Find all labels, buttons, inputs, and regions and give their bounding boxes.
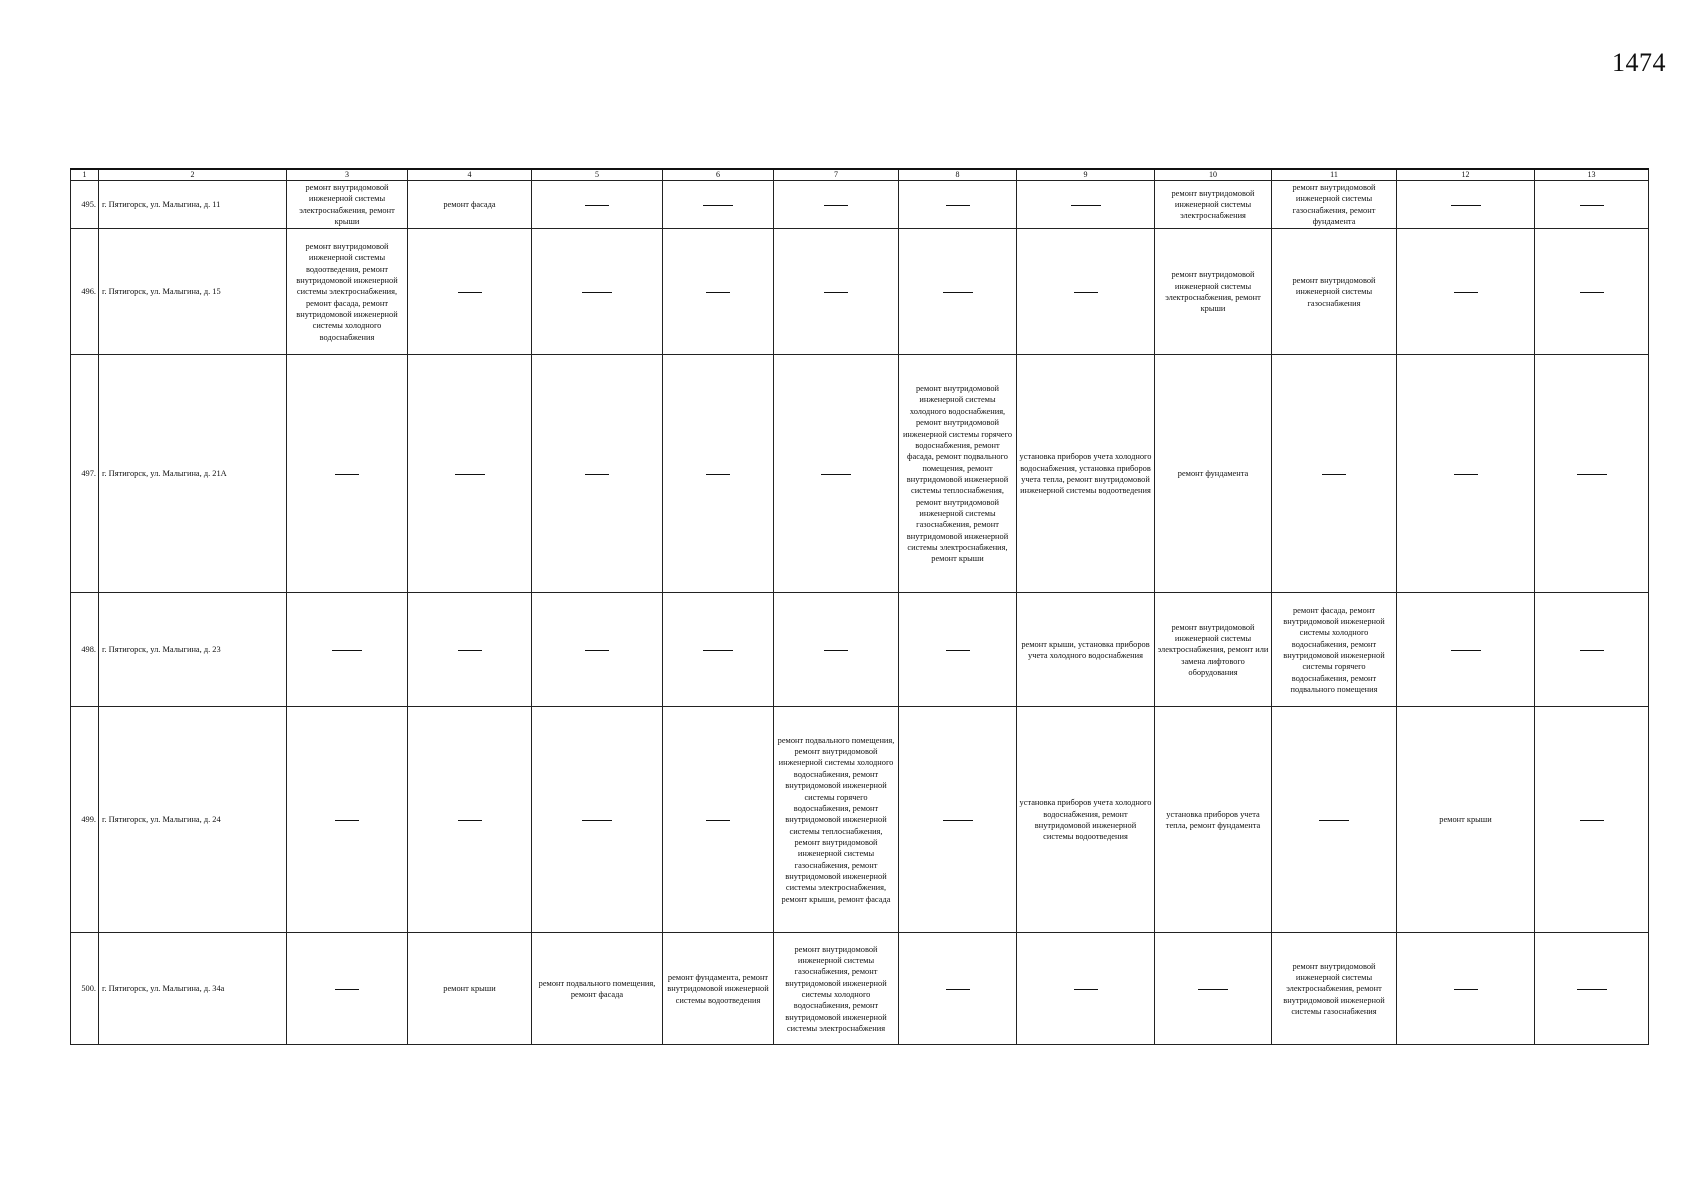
dash-mark (946, 205, 970, 206)
dash-mark (458, 820, 482, 821)
empty-dash-cell (532, 229, 663, 355)
dash-mark (1071, 205, 1101, 206)
work-description-cell: установка приборов учета тепла, ремонт фундамента (1155, 707, 1272, 933)
empty-dash-cell (1397, 181, 1535, 229)
dash-mark (1454, 292, 1478, 293)
empty-dash-cell (1535, 593, 1649, 707)
work-description-cell: установка приборов учета холодного водоснабжения, ремонт внутридомовой инженерной системы водоотведения (1017, 707, 1155, 933)
dash-mark (1451, 650, 1481, 651)
dash-mark (458, 650, 482, 651)
column-header-5: 5 (532, 169, 663, 181)
work-description-cell: ремонт фундамента (1155, 355, 1272, 593)
work-description-cell: ремонт фасада (408, 181, 532, 229)
page-number: 1474 (1612, 48, 1666, 77)
work-description-cell: ремонт внутридомовой инженерной системы электроснабжения, ремонт или замена лифтового оборудования (1155, 593, 1272, 707)
work-description-cell: ремонт внутридомовой инженерной системы газоснабжения (1272, 229, 1397, 355)
dash-mark (946, 989, 970, 990)
table-row (71, 707, 1649, 933)
row-number: 496. (71, 229, 99, 355)
empty-dash-cell (408, 593, 532, 707)
empty-dash-cell (899, 181, 1017, 229)
table-row (71, 355, 1649, 593)
dash-mark (582, 820, 612, 821)
dash-mark (1454, 989, 1478, 990)
dash-mark (703, 650, 733, 651)
table-body (71, 181, 1649, 1045)
column-header-12: 12 (1397, 169, 1535, 181)
empty-dash-cell (1535, 707, 1649, 933)
empty-dash-cell (663, 229, 774, 355)
empty-dash-cell (663, 593, 774, 707)
empty-dash-cell (1017, 933, 1155, 1045)
dash-mark (1580, 820, 1604, 821)
address-cell: г. Пятигорск, ул. Малыгина, д. 21А (99, 355, 287, 593)
empty-dash-cell (899, 229, 1017, 355)
dash-mark (706, 474, 730, 475)
empty-dash-cell (1397, 933, 1535, 1045)
work-description-cell: ремонт фундамента, ремонт внутридомовой инженерной системы водоотведения (663, 933, 774, 1045)
empty-dash-cell (774, 593, 899, 707)
empty-dash-cell (1017, 181, 1155, 229)
work-description-cell: ремонт крыши, установка приборов учета холодного водоснабжения (1017, 593, 1155, 707)
dash-mark (946, 650, 970, 651)
dash-mark (1451, 205, 1481, 206)
dash-mark (455, 474, 485, 475)
table-row (71, 933, 1649, 1045)
work-description-cell: ремонт внутридомовой инженерной системы газоснабжения, ремонт внутридомовой инженерной системы холодного водоснабжения, ремонт внутридомовой инженерной системы электроснабжения (774, 933, 899, 1045)
address-cell: г. Пятигорск, ул. Малыгина, д. 34а (99, 933, 287, 1045)
row-number: 497. (71, 355, 99, 593)
dash-mark (703, 205, 733, 206)
column-header-6: 6 (663, 169, 774, 181)
column-number-header-row (71, 169, 1649, 181)
dash-mark (1198, 989, 1228, 990)
dash-mark (706, 820, 730, 821)
column-header-3: 3 (287, 169, 408, 181)
work-description-cell: ремонт крыши (408, 933, 532, 1045)
empty-dash-cell (899, 933, 1017, 1045)
empty-dash-cell (663, 181, 774, 229)
dash-mark (458, 292, 482, 293)
empty-dash-cell (408, 707, 532, 933)
empty-dash-cell (408, 355, 532, 593)
empty-dash-cell (774, 355, 899, 593)
empty-dash-cell (899, 707, 1017, 933)
empty-dash-cell (1535, 355, 1649, 593)
dash-mark (332, 650, 362, 651)
dash-mark (335, 820, 359, 821)
empty-dash-cell (1397, 355, 1535, 593)
table-row (71, 229, 1649, 355)
empty-dash-cell (774, 181, 899, 229)
dash-mark (582, 292, 612, 293)
column-header-13: 13 (1535, 169, 1649, 181)
dash-mark (1074, 989, 1098, 990)
column-header-8: 8 (899, 169, 1017, 181)
column-header-1: 1 (71, 169, 99, 181)
dash-mark (1577, 989, 1607, 990)
dash-mark (706, 292, 730, 293)
dash-mark (335, 474, 359, 475)
empty-dash-cell (663, 355, 774, 593)
dash-mark (824, 650, 848, 651)
empty-dash-cell (774, 229, 899, 355)
work-description-cell: ремонт внутридомовой инженерной системы электроснабжения, ремонт крыши (287, 181, 408, 229)
work-description-cell: ремонт внутридомовой инженерной системы водоотведения, ремонт внутридомовой инженерной системы электроснабжения, ремонт фасада, ремонт внутридомовой инженерной системы холодного водоснабжения (287, 229, 408, 355)
empty-dash-cell (1397, 229, 1535, 355)
dash-mark (821, 474, 851, 475)
empty-dash-cell (408, 229, 532, 355)
column-header-7: 7 (774, 169, 899, 181)
empty-dash-cell (1017, 229, 1155, 355)
column-header-9: 9 (1017, 169, 1155, 181)
empty-dash-cell (287, 355, 408, 593)
address-cell: г. Пятигорск, ул. Малыгина, д. 11 (99, 181, 287, 229)
work-description-cell: ремонт подвального помещения, ремонт внутридомовой инженерной системы холодного водоснабжения, ремонт внутридомовой инженерной системы горячего водоснабжения, ремонт внутридомовой инженерной системы теплоснабжения, ремонт внутридомовой инженерной системы газоснабжения, ремонт внутридомовой инженерной системы электроснабжения, ремонт крыши, ремонт фасада (774, 707, 899, 933)
work-description-cell: ремонт внутридомовой инженерной системы электроснабжения, ремонт внутридомовой инженерной системы газоснабжения (1272, 933, 1397, 1045)
table-row (71, 593, 1649, 707)
work-description-cell: ремонт внутридомовой инженерной системы электроснабжения (1155, 181, 1272, 229)
work-description-cell: установка приборов учета холодного водоснабжения, установка приборов учета тепла, ремонт внутридомовой инженерной системы водоотведения (1017, 355, 1155, 593)
work-description-cell: ремонт крыши (1397, 707, 1535, 933)
empty-dash-cell (532, 593, 663, 707)
dash-mark (1577, 474, 1607, 475)
dash-mark (585, 650, 609, 651)
empty-dash-cell (1155, 933, 1272, 1045)
empty-dash-cell (532, 181, 663, 229)
dash-mark (1074, 292, 1098, 293)
empty-dash-cell (1397, 593, 1535, 707)
empty-dash-cell (1535, 229, 1649, 355)
dash-mark (1319, 820, 1349, 821)
empty-dash-cell (287, 707, 408, 933)
work-description-cell: ремонт подвального помещения, ремонт фасада (532, 933, 663, 1045)
dash-mark (335, 989, 359, 990)
table-row (71, 181, 1649, 229)
dash-mark (943, 292, 973, 293)
row-number: 495. (71, 181, 99, 229)
column-header-10: 10 (1155, 169, 1272, 181)
dash-mark (1580, 205, 1604, 206)
empty-dash-cell (899, 593, 1017, 707)
address-cell: г. Пятигорск, ул. Малыгина, д. 24 (99, 707, 287, 933)
dash-mark (585, 205, 609, 206)
dash-mark (824, 292, 848, 293)
dash-mark (1580, 292, 1604, 293)
row-number: 500. (71, 933, 99, 1045)
address-cell: г. Пятигорск, ул. Малыгина, д. 15 (99, 229, 287, 355)
empty-dash-cell (532, 355, 663, 593)
empty-dash-cell (1535, 181, 1649, 229)
column-header-2: 2 (99, 169, 287, 181)
work-description-cell: ремонт внутридомовой инженерной системы электроснабжения, ремонт крыши (1155, 229, 1272, 355)
dash-mark (824, 205, 848, 206)
empty-dash-cell (1272, 707, 1397, 933)
column-header-11: 11 (1272, 169, 1397, 181)
address-cell: г. Пятигорск, ул. Малыгина, д. 23 (99, 593, 287, 707)
repair-schedule-table (70, 168, 1649, 1045)
empty-dash-cell (1535, 933, 1649, 1045)
row-number: 498. (71, 593, 99, 707)
dash-mark (943, 820, 973, 821)
empty-dash-cell (1272, 355, 1397, 593)
empty-dash-cell (532, 707, 663, 933)
dash-mark (1454, 474, 1478, 475)
dash-mark (1322, 474, 1346, 475)
empty-dash-cell (287, 933, 408, 1045)
empty-dash-cell (287, 593, 408, 707)
work-description-cell: ремонт фасада, ремонт внутридомовой инженерной системы холодного водоснабжения, ремонт внутридомовой инженерной системы горячего водоснабжения, ремонт подвального помещения (1272, 593, 1397, 707)
work-description-cell: ремонт внутридомовой инженерной системы газоснабжения, ремонт фундамента (1272, 181, 1397, 229)
row-number: 499. (71, 707, 99, 933)
work-description-cell: ремонт внутридомовой инженерной системы холодного водоснабжения, ремонт внутридомовой инженерной системы горячего водоснабжения, ремонт фасада, ремонт подвального помещения, ремонт внутридомовой инженерной системы теплоснабжения, ремонт внутридомовой инженерной системы газоснабжения, ремонт внутридомовой инженерной системы электроснабжения, ремонт крыши (899, 355, 1017, 593)
empty-dash-cell (663, 707, 774, 933)
column-header-4: 4 (408, 169, 532, 181)
dash-mark (585, 474, 609, 475)
dash-mark (1580, 650, 1604, 651)
